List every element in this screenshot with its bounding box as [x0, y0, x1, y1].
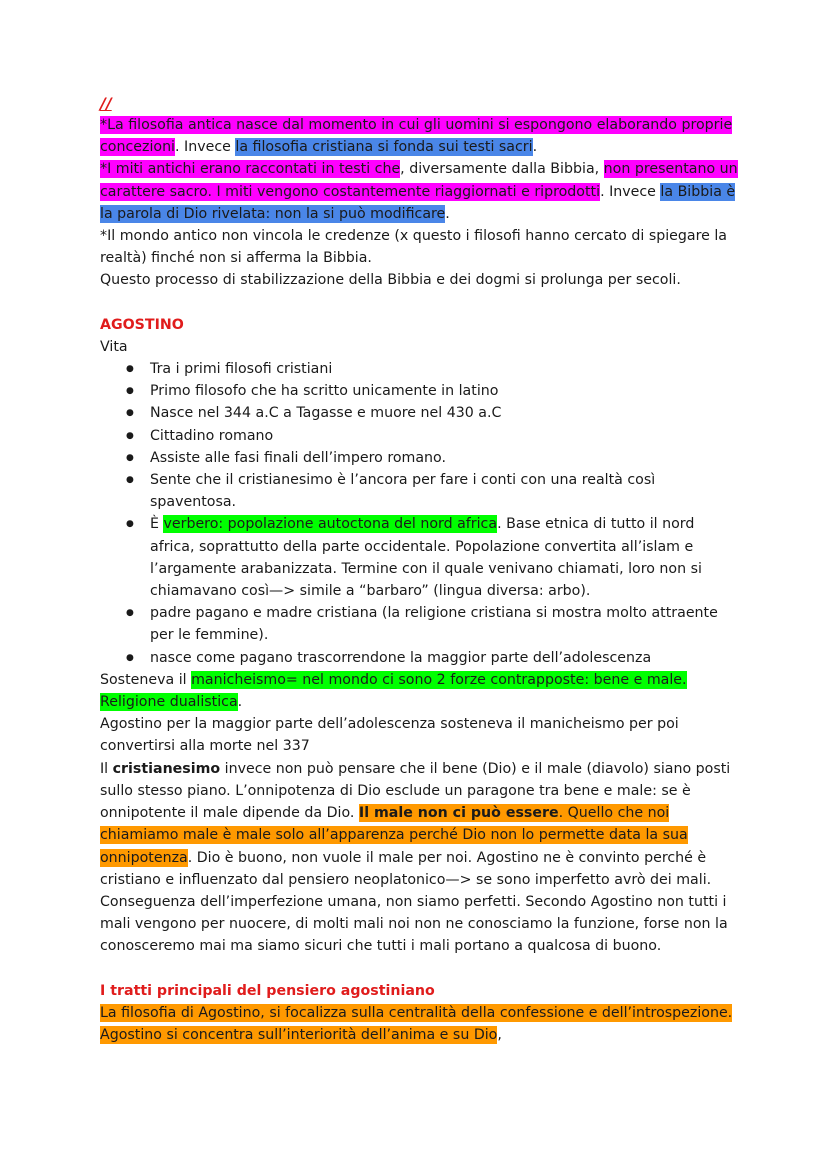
list-item: ● Assiste alle fasi finali dell’impero romano. [150, 447, 740, 469]
paragraph-text: . Dio è buono, non vuole il male per noi. Agostino ne è convinto perché è cristiano e influenzato dal pensiero neoplatonico—> se sono imperfetto avrò dei mali. Conseguenza dell’imperfezione umana, non siamo perfetti. Secondo Agostino non tutti i mali vengono per nuocere, di molti mali noi non ne conosciamo la funzione, forse non la conosceremo mai ma siamo sicuri che tutti i mali portano a qualcosa di buono. [100, 849, 728, 955]
tratti-paragraph [100, 1002, 740, 1046]
list-item [150, 513, 740, 602]
tratti-heading: I tratti principali del pensiero agostiniano [100, 982, 435, 999]
intro-paragraph-4: Questo processo di stabilizzazione della Bibbia e dei dogmi si prolunga per secoli. [100, 272, 681, 289]
highlight-green: manicheismo= nel mondo ci sono 2 forze contrapposte: bene e male. Religione dualistica [100, 671, 687, 711]
intro-paragraph-3: *Il mondo antico non vincola le credenze (x questo i filosofi hanno cercato di spiegare la realtà) finché non si afferma la Bibbia. [100, 228, 727, 267]
document-body [100, 94, 740, 1046]
highlight-magenta: *La filosofia antica nasce dal momento in cui gli uomini si espongono elaborando proprie concezioni [100, 117, 733, 156]
spacer [100, 292, 740, 314]
list-item: ● Cittadino romano [150, 425, 740, 447]
paragraph-text: Sosteneva il [100, 671, 192, 688]
list-item: ● Sente che il cristianesimo è l’ancora per fare i conti con una realtà così spaventosa. [150, 469, 740, 513]
bold-term: cristianesimo [112, 760, 221, 777]
list-item: ● nasce come pagano trascorrendone la maggior parte dell’adolescenza [150, 647, 740, 669]
highlight-blue: la filosofia cristiana si fonda sui testi sacri [235, 139, 533, 156]
highlight-magenta: *I miti antichi erano raccontati in testi che [100, 161, 401, 178]
intro-text: . Invece [175, 139, 236, 156]
list-item-text: È [150, 516, 164, 533]
list-item: ● Tra i primi filosofi cristiani [150, 358, 740, 380]
vita-bullet-list [100, 358, 740, 669]
agostino-heading: AGOSTINO [100, 316, 184, 333]
intro-paragraph-2 [100, 158, 740, 225]
highlight-orange: La filosofia di Agostino, si focalizza sulla centralità della confessione e dell’introspezione. Agostino si concentra sull’interiorità dell’anima e su Dio [100, 1004, 733, 1043]
highlight-orange-bold: Il male non ci può essere [358, 805, 559, 822]
vita-label: Vita [100, 338, 128, 355]
paragraph-text: Il [100, 760, 113, 777]
paragraph-text: , [497, 1026, 502, 1043]
highlight-green: verbero: popolazione autoctona del nord africa [163, 516, 498, 533]
list-item: ● Nasce nel 344 a.C a Tagasse e muore nel 430 a.C [150, 402, 740, 424]
section-mark: // [100, 94, 112, 113]
paragraph-text: . [237, 694, 243, 711]
conversion-paragraph: Agostino per la maggior parte dell’adolescenza sosteneva il manicheismo per poi convertirsi alla morte nel 337 [100, 716, 679, 755]
list-item: ● Primo filosofo che ha scritto unicamente in latino [150, 380, 740, 402]
list-item-text: . Base etnica di tutto il nord africa, soprattutto della parte occidentale. Popolazione convertita all’islam e l’argamente arabanizzata. Termine con il quale venivano chiamati, loro non si chiamavano così—> simile a “barbaro” (lingua diversa: arbo). [150, 516, 702, 600]
cristianesimo-paragraph [100, 758, 740, 958]
highlight-orange: . Quello che noi chiamiamo male è male solo all’apparenza perché Dio non lo permette data la sua onnipotenza [100, 805, 688, 866]
intro-paragraph-1 [100, 114, 740, 158]
highlight-magenta: non presentano un carattere sacro. I miti vengono costantemente riaggiornati e riprodotti [100, 161, 738, 200]
intro-text: . [532, 139, 538, 156]
intro-text: . [445, 205, 450, 222]
paragraph-text: invece non può pensare che il bene (Dio) e il male (diavolo) siano posti sullo stesso piano. L’onnipotenza di Dio esclude un paragone tra bene e male: se è onnipotente il male dipende da Dio. [100, 760, 731, 822]
spacer [100, 958, 740, 980]
list-item: ● padre pagano e madre cristiana (la religione cristiana si mostra molto attraente per le femmine). [150, 602, 740, 646]
intro-text: . Invece [600, 183, 661, 200]
highlight-blue: la Bibbia è la parola di Dio rivelata: non la si può modificare [100, 183, 736, 222]
manicheismo-paragraph [100, 669, 740, 713]
intro-text: , diversamente dalla Bibbia, [400, 161, 604, 178]
